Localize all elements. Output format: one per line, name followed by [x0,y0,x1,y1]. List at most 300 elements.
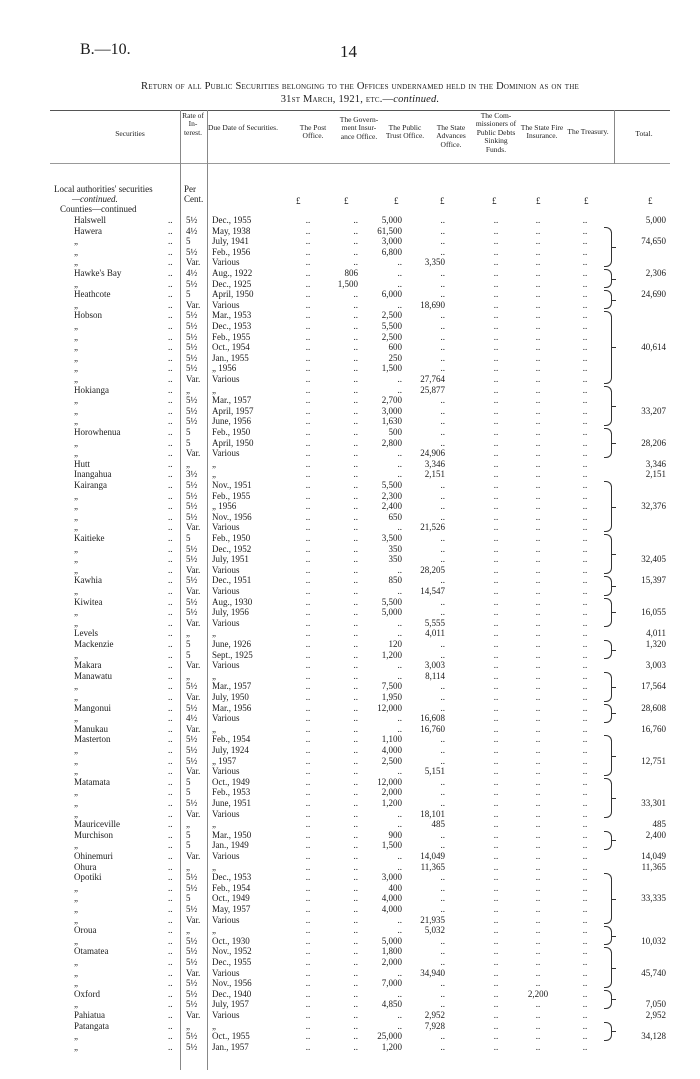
empty-cell: .. [493,501,499,512]
empty-cell: .. [353,321,358,331]
empty-cell: .. [493,310,499,321]
leader-dots: .. [168,586,173,596]
empty-cell: .. [535,702,541,713]
security-name: Hokianga [74,384,109,395]
public-trust-amount: 25,000 [377,1031,402,1042]
due-date: June, 1956 [212,416,251,427]
empty-cell: .. [353,1020,358,1031]
state-advances-amount: 11,365 [420,861,445,872]
empty-cell: .. [535,670,541,681]
public-trust-amount: 2,500 [381,331,402,342]
empty-cell: .. [305,935,311,946]
table-row [0,416,700,427]
empty-cell: .. [397,851,402,861]
empty-cell: .. [582,628,588,639]
empty-cell: .. [535,967,541,978]
empty-cell: .. [582,766,588,777]
security-name: Patangata [74,1020,109,1031]
security-name: „ [74,437,78,448]
empty-cell: .. [582,543,588,554]
security-name: „ [74,967,78,978]
empty-cell: .. [440,649,445,660]
empty-cell: .. [440,321,445,331]
empty-cell: .. [582,776,588,787]
leader-dots: .. [168,978,173,989]
leader-dots: .. [168,427,173,437]
total-amount: 2,306 [645,268,666,278]
security-name: „ [74,554,78,565]
table-row [0,385,700,396]
due-date: Mar., 1957 [212,395,252,406]
col-header-gov-insurance: The Govern-ment Insur-ance Office. [339,115,379,141]
public-trust-amount: 5,000 [381,215,402,225]
due-date: Feb., 1955 [212,490,251,501]
state-advances-amount: 5,555 [424,617,445,628]
empty-cell: .. [440,935,445,946]
interest-rate: Var. [186,808,201,819]
public-trust-amount: 4,850 [381,999,402,1010]
empty-cell: .. [582,787,588,798]
leader-dots: .. [168,628,173,639]
leader-dots: .. [168,236,173,247]
due-date: Mar., 1950 [212,829,252,840]
interest-rate: Var. [186,564,201,575]
table-row [0,289,700,300]
leader-dots: .. [168,713,173,724]
group-brace [604,227,612,267]
due-date: Jan., 1957 [212,1041,249,1052]
empty-cell: .. [535,427,541,437]
empty-cell: .. [305,342,311,353]
empty-cell: .. [305,480,311,490]
empty-cell: .. [305,1010,311,1020]
empty-cell: .. [353,639,358,649]
empty-cell: .. [305,988,311,999]
empty-cell: .. [582,904,588,914]
empty-cell: .. [353,522,358,533]
security-name: „ [74,766,78,777]
leader-dots: .. [168,935,173,946]
group-brace [604,576,612,595]
empty-cell: .. [493,384,499,395]
empty-cell: .. [582,416,588,427]
total-amount: 3,346 [645,458,666,469]
empty-cell: .. [440,787,445,798]
empty-cell: .. [440,745,445,755]
empty-cell: .. [353,692,358,702]
empty-cell: .. [397,723,402,734]
leader-dots: .. [168,575,173,586]
table-row [0,745,700,756]
empty-cell: .. [582,808,588,819]
security-name: Kairanga [74,480,107,490]
empty-cell: .. [582,999,588,1010]
empty-cell: .. [582,352,588,363]
empty-cell: .. [440,437,445,448]
empty-cell: .. [353,480,358,490]
table-row [0,1031,700,1042]
table-row [0,321,700,332]
group-brace [604,990,612,1009]
empty-cell: .. [440,999,445,1010]
interest-rate: 5 [186,533,191,543]
state-advances-amount: 16,608 [420,713,445,724]
leader-dots: .. [168,798,173,808]
due-date: Various [212,522,240,533]
leader-dots: .. [168,1010,173,1020]
empty-cell: .. [440,957,445,967]
empty-cell: .. [535,660,541,671]
security-name: „ [74,957,78,967]
empty-cell: .. [582,437,588,448]
leader-dots: .. [168,819,173,830]
security-name: „ [74,1041,78,1052]
empty-cell: .. [582,935,588,946]
page-number: 14 [340,42,357,61]
empty-cell: .. [353,469,358,480]
empty-cell: .. [305,522,311,533]
empty-cell: .. [353,342,358,353]
leader-dots: .. [168,670,173,681]
leader-dots: .. [168,374,173,384]
empty-cell: .. [535,1031,541,1042]
table-row [0,809,700,820]
leader-dots: .. [168,649,173,660]
state-advances-amount: 3,350 [424,257,445,268]
empty-cell: .. [353,734,358,745]
total-amount: 5,000 [645,215,666,225]
empty-cell: .. [535,904,541,914]
rate-unit-cent: Cent. [184,194,204,204]
empty-cell: .. [582,374,588,384]
state-advances-amount: 18,690 [420,299,445,310]
public-trust-amount: 1,200 [381,1041,402,1052]
due-date: Feb., 1953 [212,787,251,798]
empty-cell: .. [582,617,588,628]
empty-cell: .. [582,851,588,861]
empty-cell: .. [535,469,541,480]
security-name: „ [74,999,78,1010]
col-header-state-fire: The State Fire Insurance. [520,123,564,141]
interest-rate: 5½ [186,1041,198,1052]
empty-cell: .. [582,278,588,289]
state-advances-amount: 3,003 [424,660,445,671]
empty-cell: .. [353,808,358,819]
table-row [0,342,700,353]
empty-cell: .. [493,893,499,904]
public-trust-amount: 61,500 [377,225,402,236]
group-brace [604,778,612,818]
empty-cell: .. [397,469,402,480]
col-header-treasury: The Treasury. [567,127,609,136]
empty-cell: .. [582,448,588,459]
leader-dots: .. [168,533,173,543]
state-fire-amount: 2,200 [527,988,549,999]
interest-rate: Var. [186,299,201,310]
leader-dots: .. [168,692,173,702]
interest-rate: „ [186,670,190,681]
empty-cell: .. [305,533,311,543]
leader-dots: .. [168,808,173,819]
state-advances-amount: 28,205 [420,564,445,575]
empty-cell: .. [305,787,311,798]
empty-cell: .. [397,268,402,278]
due-date: May, 1957 [212,904,251,914]
empty-cell: .. [582,723,588,734]
interest-rate: 5½ [186,342,198,353]
state-advances-amount: 7,928 [424,1020,445,1031]
empty-cell: .. [582,321,588,331]
public-trust-amount: 900 [388,829,402,840]
empty-cell: .. [397,299,402,310]
empty-cell: .. [305,363,311,374]
empty-cell: .. [493,596,499,607]
empty-cell: .. [582,872,588,883]
empty-cell: .. [305,352,311,363]
empty-cell: .. [353,511,358,522]
leader-dots: .. [168,702,173,713]
empty-cell: .. [397,448,402,459]
interest-rate: Var. [186,448,201,459]
interest-rate: 5 [186,649,191,660]
header-top-rule [50,110,670,111]
empty-cell: .. [397,384,402,395]
due-date: „ [212,819,216,830]
empty-cell: .. [305,819,311,830]
empty-cell: .. [397,1020,402,1031]
empty-cell: .. [582,246,588,257]
security-name: Ohinemuri [74,851,113,861]
empty-cell: .. [353,543,358,554]
total-amount: 7,050 [645,999,666,1010]
security-name: Hawke's Bay [74,268,122,278]
due-date: Nov., 1952 [212,946,252,957]
leader-dots: .. [168,999,173,1010]
group-brace [604,672,612,702]
due-date: Nov., 1956 [212,511,252,522]
public-trust-amount: 7,500 [381,681,402,692]
empty-cell: .. [440,363,445,374]
empty-cell: .. [582,522,588,533]
leader-dots: .. [168,501,173,512]
leader-dots: .. [168,543,173,554]
public-trust-amount: 2,000 [381,787,402,798]
due-date: Oct., 1955 [212,1031,250,1042]
table-row [0,766,700,777]
interest-rate: Var. [186,374,201,384]
empty-cell: .. [305,405,311,416]
empty-cell: .. [353,872,358,883]
public-trust-amount: 3,000 [381,236,402,247]
interest-rate: 5½ [186,957,198,967]
due-date: June, 1951 [212,798,251,808]
table-row [0,872,700,883]
empty-cell: .. [305,268,311,278]
title-line-1: Return of all Public Securities belonging to the Offices undernamed held in the Dominion as on the [141,81,579,92]
table-row [0,247,700,258]
empty-cell: .. [353,586,358,596]
due-date: Dec., 1940 [212,988,252,999]
security-name: Manawatu [74,670,112,681]
security-name: Mangonui [74,702,111,713]
empty-cell: .. [440,416,445,427]
empty-cell: .. [493,533,499,543]
empty-cell: .. [535,278,541,289]
empty-cell: .. [493,967,499,978]
security-name: „ [74,490,78,501]
empty-cell: .. [535,374,541,384]
interest-rate: 5½ [186,681,198,692]
empty-cell: .. [582,819,588,830]
table-row [0,310,700,321]
empty-cell: .. [493,819,499,830]
empty-cell: .. [305,649,311,660]
empty-cell: .. [353,999,358,1010]
leader-dots: .. [168,681,173,692]
public-trust-amount: 5,000 [381,935,402,946]
empty-cell: .. [353,607,358,618]
leader-dots: .. [168,458,173,469]
interest-rate: 5½ [186,575,198,586]
empty-cell: .. [305,437,311,448]
public-trust-amount: 4,000 [381,745,402,755]
empty-cell: .. [353,384,358,395]
empty-cell: .. [582,299,588,310]
security-name: Oroua [74,925,97,936]
empty-cell: .. [535,352,541,363]
security-name: Halswell [74,215,106,225]
table-row [0,862,700,873]
interest-rate: 5 [186,639,191,649]
total-amount: 40,614 [641,342,666,353]
interest-rate: 5½ [186,745,198,755]
section-heading-cont: —continued. [72,194,118,204]
security-name: Horowhenua [74,427,121,437]
state-advances-amount: 5,032 [424,925,445,936]
due-date: Nov., 1951 [212,480,252,490]
interest-rate: 5½ [186,935,198,946]
empty-cell: .. [493,480,499,490]
state-advances-amount: 16,760 [420,723,445,734]
due-date: „ [212,1020,216,1031]
empty-cell: .. [582,755,588,766]
table-row [0,363,700,374]
empty-cell: .. [440,607,445,618]
empty-cell: .. [582,405,588,416]
empty-cell: .. [582,988,588,999]
empty-cell: .. [535,511,541,522]
empty-cell: .. [440,829,445,840]
total-amount: 2,151 [645,469,666,480]
empty-cell: .. [353,681,358,692]
empty-cell: .. [493,649,499,660]
due-date: Feb., 1954 [212,734,251,745]
empty-cell: .. [493,692,499,702]
empty-cell: .. [535,808,541,819]
empty-cell: .. [582,957,588,967]
empty-cell: .. [353,405,358,416]
empty-cell: .. [493,257,499,268]
empty-cell: .. [440,490,445,501]
empty-cell: .. [582,215,588,225]
security-name: „ [74,522,78,533]
interest-rate: 5½ [186,978,198,989]
empty-cell: .. [535,501,541,512]
state-advances-amount: 3,346 [424,458,445,469]
empty-cell: .. [582,575,588,586]
empty-cell: .. [493,808,499,819]
empty-cell: .. [397,967,402,978]
leader-dots: .. [168,289,173,300]
empty-cell: .. [493,935,499,946]
public-trust-amount: 12,000 [377,702,402,713]
table-row [0,1021,700,1032]
empty-cell: .. [353,745,358,755]
table-row [0,999,700,1010]
interest-rate: 5½ [186,405,198,416]
empty-cell: .. [493,978,499,989]
empty-cell: .. [493,829,499,840]
empty-cell: .. [493,1010,499,1020]
due-date: April, 1950 [212,289,254,300]
empty-cell: .. [535,342,541,353]
group-brace [604,598,612,628]
empty-cell: .. [493,490,499,501]
empty-cell: .. [353,882,358,893]
table-row [0,978,700,989]
empty-cell: .. [493,670,499,681]
empty-cell: .. [353,628,358,639]
security-name: Ohura [74,861,97,872]
interest-rate: 5½ [186,278,198,289]
empty-cell: .. [582,1010,588,1020]
empty-cell: .. [582,458,588,469]
empty-cell: .. [535,533,541,543]
empty-cell: .. [440,639,445,649]
empty-cell: .. [493,405,499,416]
empty-cell: .. [535,861,541,872]
security-name: „ [74,681,78,692]
leader-dots: .. [168,787,173,798]
empty-cell: .. [535,405,541,416]
due-date: July, 1941 [212,236,249,247]
empty-cell: .. [305,607,311,618]
interest-rate: 5 [186,893,191,904]
empty-cell: .. [397,278,402,289]
empty-cell: .. [535,935,541,946]
empty-cell: .. [305,458,311,469]
state-advances-amount: 21,935 [420,914,445,925]
empty-cell: .. [353,829,358,840]
empty-cell: .. [535,692,541,702]
leader-dots: .. [168,416,173,427]
security-name: „ [74,363,78,374]
empty-cell: .. [493,342,499,353]
table-row [0,777,700,788]
public-trust-amount: 4,000 [381,893,402,904]
security-name: „ [74,511,78,522]
empty-cell: .. [305,639,311,649]
state-advances-amount: 18,101 [420,808,445,819]
security-name: „ [74,374,78,384]
leader-dots: .. [168,448,173,459]
empty-cell: .. [440,480,445,490]
empty-cell: .. [305,904,311,914]
security-name: „ [74,808,78,819]
public-trust-amount: 2,500 [381,310,402,321]
empty-cell: .. [353,458,358,469]
empty-cell: .. [535,893,541,904]
